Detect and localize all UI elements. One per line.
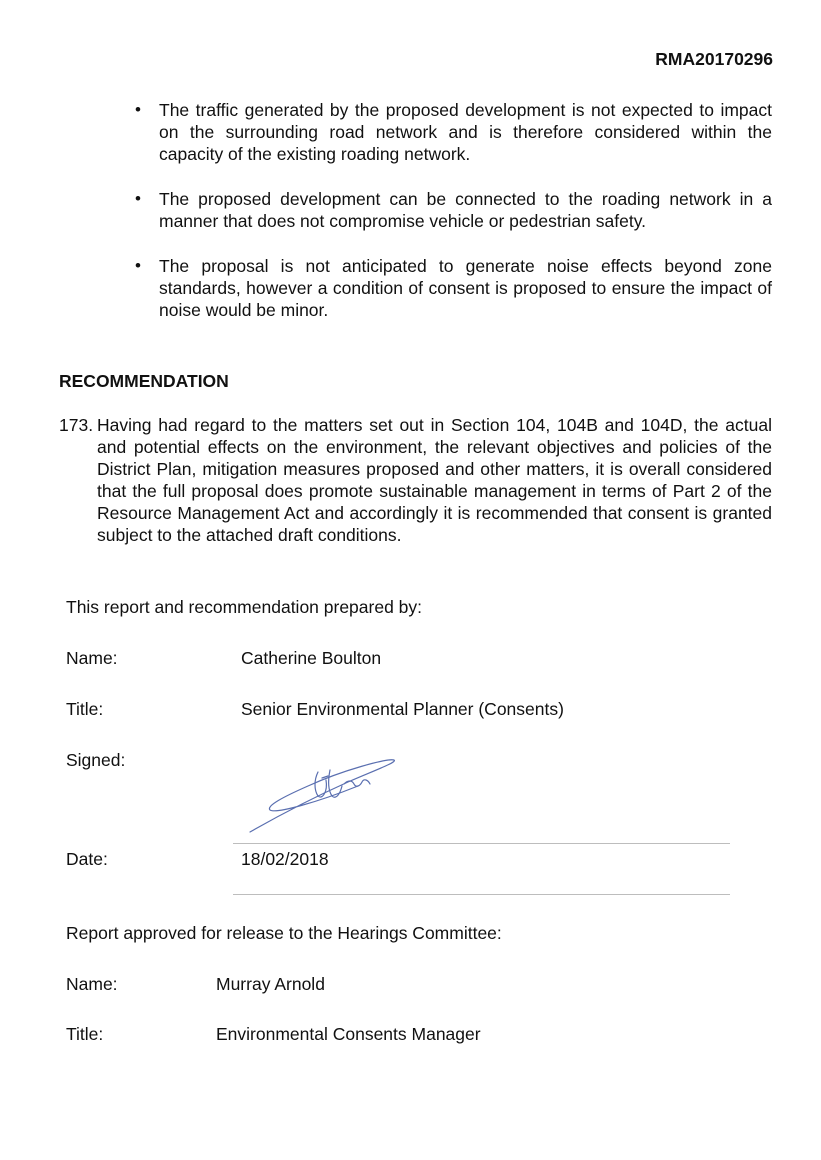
date-label: Date: xyxy=(66,849,108,869)
approved-title-value: Environmental Consents Manager xyxy=(216,1024,481,1044)
signature-line xyxy=(233,843,730,844)
list-item xyxy=(135,255,772,321)
prepared-by-intro: This report and recommendation prepared by: xyxy=(66,597,423,617)
bullet-text: The proposal is not anticipated to generate noise effects beyond zone standards, however a condition of consent is proposed to ensure the impact of noise would be minor. xyxy=(159,256,772,320)
prepared-title-value: Senior Environmental Planner (Consents) xyxy=(241,699,564,719)
bullet-text: The proposed development can be connected to the roading network in a manner that does not compromise vehicle or pedestrian safety. xyxy=(159,189,772,231)
prepared-name-label: Name: xyxy=(66,648,118,668)
signed-label: Signed: xyxy=(66,750,126,770)
approved-intro: Report approved for release to the Hearings Committee: xyxy=(66,923,502,943)
document-reference: RMA20170296 xyxy=(655,49,773,69)
recommendation-heading: RECOMMENDATION xyxy=(59,371,229,391)
bullet-text: The traffic generated by the proposed development is not expected to impact on the surrounding road network and is therefore considered within the capacity of the existing roading network. xyxy=(159,100,772,164)
approved-name-label: Name: xyxy=(66,974,118,994)
prepared-title-label: Title: xyxy=(66,699,104,719)
approved-name-value: Murray Arnold xyxy=(216,974,325,994)
list-item xyxy=(135,99,772,165)
conclusions-bullet-list xyxy=(135,99,772,344)
bullet-icon: • xyxy=(135,100,141,119)
list-item xyxy=(135,188,772,232)
prepared-name-value: Catherine Boulton xyxy=(241,648,382,668)
paragraph-number: 173. xyxy=(59,415,94,435)
bullet-icon: • xyxy=(135,189,141,208)
date-line xyxy=(233,894,730,895)
paragraph-text: Having had regard to the matters set out in Section 104, 104B and 104D, the actual and potential effects on the environment, the relevant objectives and policies of the District Plan, mitigation measures proposed and other matters, it is overall considered that the full proposal does promote sustainable management in terms of Part 2 of the Resource Management Act and accordingly it is recommended that consent is granted subject to the attached draft conditions. xyxy=(97,415,772,545)
approved-title-label: Title: xyxy=(66,1024,104,1044)
recommendation-paragraph xyxy=(59,414,772,546)
bullet-icon: • xyxy=(135,256,141,275)
date-value: 18/02/2018 xyxy=(241,849,329,869)
handwritten-signature xyxy=(248,756,408,836)
